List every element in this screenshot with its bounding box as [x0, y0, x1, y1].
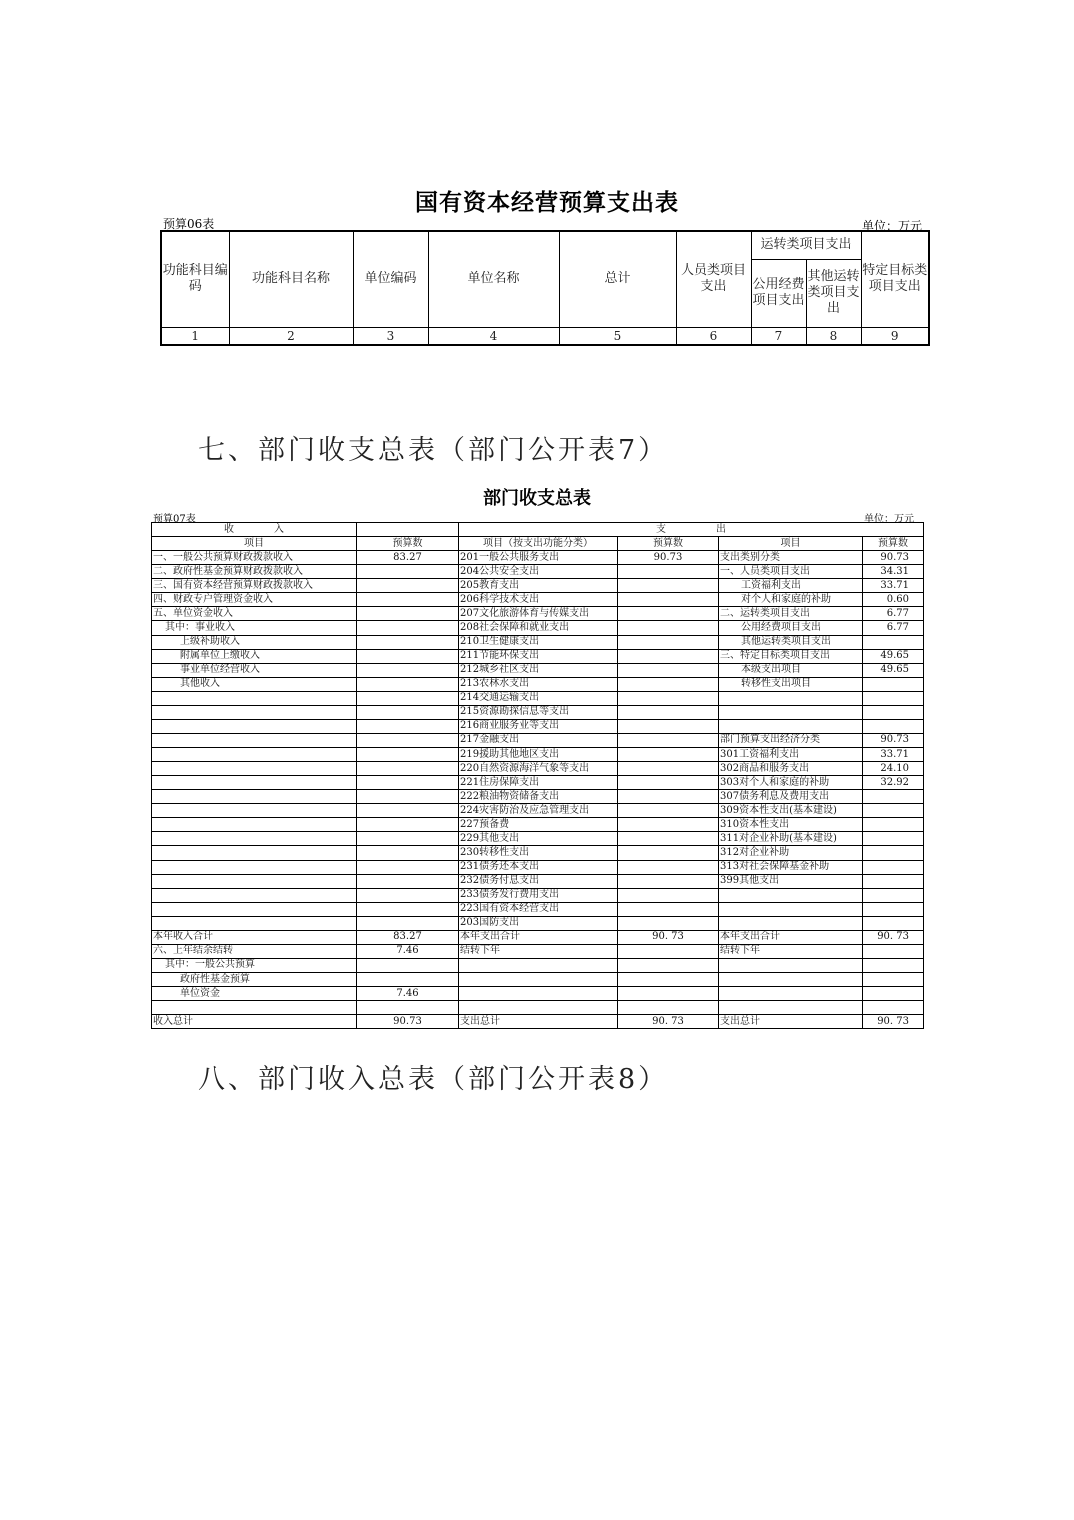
class-item: 309资本性支出(基本建设) [719, 804, 863, 818]
table-row [152, 832, 924, 846]
table-row [152, 677, 924, 691]
header-class-item: 项目 [719, 537, 863, 551]
class-item [719, 1001, 863, 1015]
func-item: 229其他支出 [459, 832, 618, 846]
income-budget [357, 607, 459, 621]
table-row [152, 790, 924, 804]
table-row [152, 1015, 924, 1029]
income-item: 其中：事业收入 [152, 621, 357, 635]
class-item [719, 888, 863, 902]
func-item: 220自然资源海洋气象等支出 [459, 762, 618, 776]
income-budget [357, 579, 459, 593]
income-item [152, 916, 357, 930]
income-budget: 83.27 [357, 930, 459, 944]
table-row [152, 748, 924, 762]
header-other-transfer: 其他运转类项目支出 [806, 259, 861, 327]
class-budget: 49.65 [863, 649, 924, 663]
budget-table-06-title: 国有资本经营预算支出表 [415, 190, 679, 216]
class-item: 307债务利息及费用支出 [719, 790, 863, 804]
column-number: 6 [676, 327, 751, 345]
class-item [719, 719, 863, 733]
table-row [152, 944, 924, 958]
class-budget [863, 790, 924, 804]
column-number: 2 [229, 327, 353, 345]
table-row [152, 888, 924, 902]
income-budget: 7.46 [357, 944, 459, 958]
func-item: 结转下年 [459, 944, 618, 958]
table-row [152, 621, 924, 635]
class-budget: 33.71 [863, 579, 924, 593]
func-item: 205教育支出 [459, 579, 618, 593]
income-budget [357, 677, 459, 691]
class-budget [863, 944, 924, 958]
table-row [152, 776, 924, 790]
header-expense: 支 出 [459, 523, 924, 537]
class-budget [863, 677, 924, 691]
income-item: 一、一般公共预算财政拨款收入 [152, 551, 357, 565]
income-budget [357, 916, 459, 930]
income-item: 六、上年结余结转 [152, 944, 357, 958]
header-special: 特定目标类项目支出 [861, 231, 929, 327]
table-row [152, 649, 924, 663]
income-item: 本年收入合计 [152, 930, 357, 944]
func-budget [618, 762, 719, 776]
class-budget [863, 860, 924, 874]
table-row [152, 705, 924, 719]
func-item: 217金融支出 [459, 733, 618, 747]
table-row [152, 691, 924, 705]
income-item [152, 874, 357, 888]
income-item [152, 1001, 357, 1015]
table-row [152, 635, 924, 649]
class-budget [863, 888, 924, 902]
column-number: 5 [559, 327, 676, 345]
income-budget [357, 691, 459, 705]
table-row [152, 916, 924, 930]
class-budget: 32.92 [863, 776, 924, 790]
func-item: 支出总计 [459, 1015, 618, 1029]
func-item: 219援助其他地区支出 [459, 748, 618, 762]
table-row [152, 551, 924, 565]
class-item: 313对社会保障基金补助 [719, 860, 863, 874]
class-budget [863, 818, 924, 832]
income-budget [357, 776, 459, 790]
func-budget: 90.73 [618, 551, 719, 565]
func-budget [618, 818, 719, 832]
class-item: 399其他支出 [719, 874, 863, 888]
column-number: 7 [751, 327, 806, 345]
class-item: 转移性支出项目 [719, 677, 863, 691]
func-budget [618, 902, 719, 916]
func-budget [618, 776, 719, 790]
income-item [152, 762, 357, 776]
func-item: 224灾害防治及应急管理支出 [459, 804, 618, 818]
func-budget [618, 874, 719, 888]
class-budget: 34.31 [863, 565, 924, 579]
class-budget: 90.73 [863, 733, 924, 747]
func-item: 213农林水支出 [459, 677, 618, 691]
func-budget [618, 748, 719, 762]
func-budget [618, 958, 719, 972]
func-budget [618, 790, 719, 804]
income-budget [357, 846, 459, 860]
table-row [152, 719, 924, 733]
class-item: 本级支出项目 [719, 663, 863, 677]
func-item: 221住房保障支出 [459, 776, 618, 790]
income-budget [357, 748, 459, 762]
class-budget: 24.10 [863, 762, 924, 776]
income-budget [357, 663, 459, 677]
table-row [152, 593, 924, 607]
income-item [152, 691, 357, 705]
class-budget: 6.77 [863, 607, 924, 621]
class-item [719, 987, 863, 1001]
header-unit-name: 单位名称 [428, 231, 559, 327]
header-income: 收 入 [152, 523, 357, 537]
income-item [152, 733, 357, 747]
table-row [152, 663, 924, 677]
class-budget [863, 874, 924, 888]
section-8-heading: 八、部门收入总表（部门公开表8） [198, 1064, 669, 1095]
header-personnel: 人员类项目支出 [676, 231, 751, 327]
func-item: 223国有资本经营支出 [459, 902, 618, 916]
func-item: 216商业服务业等支出 [459, 719, 618, 733]
header-func-name: 功能科目名称 [229, 231, 353, 327]
income-budget [357, 860, 459, 874]
table-row [152, 930, 924, 944]
func-item: 208社会保障和就业支出 [459, 621, 618, 635]
header-func-code: 功能科目编码 [161, 231, 229, 327]
department-income-expense-table [151, 522, 924, 1029]
income-budget [357, 635, 459, 649]
income-item [152, 860, 357, 874]
income-budget [357, 818, 459, 832]
func-item: 本年支出合计 [459, 930, 618, 944]
income-budget [357, 1001, 459, 1015]
income-item [152, 902, 357, 916]
income-budget [357, 874, 459, 888]
func-budget [618, 846, 719, 860]
table-row [152, 565, 924, 579]
class-item [719, 902, 863, 916]
income-item: 其中：一般公共预算 [152, 958, 357, 972]
header-func-item: 项目（按支出功能分类） [459, 537, 618, 551]
table-row [152, 860, 924, 874]
header-unit-code: 单位编码 [353, 231, 428, 327]
income-item: 收入总计 [152, 1015, 357, 1029]
func-item: 232债务付息支出 [459, 874, 618, 888]
income-item [152, 888, 357, 902]
column-number: 1 [161, 327, 229, 345]
class-budget [863, 719, 924, 733]
income-budget: 90.73 [357, 1015, 459, 1029]
income-item: 三、国有资本经营预算财政拨款收入 [152, 579, 357, 593]
income-item [152, 748, 357, 762]
income-budget [357, 790, 459, 804]
income-budget [357, 762, 459, 776]
budget-table-07-unit: 单位：万元 [864, 514, 914, 525]
class-item [719, 958, 863, 972]
func-item: 201一般公共服务支出 [459, 551, 618, 565]
class-budget [863, 846, 924, 860]
func-budget [618, 916, 719, 930]
class-budget [863, 1001, 924, 1015]
class-item: 302商品和服务支出 [719, 762, 863, 776]
func-budget [618, 691, 719, 705]
class-budget [863, 705, 924, 719]
income-budget: 7.46 [357, 987, 459, 1001]
header-func-budget: 预算数 [618, 537, 719, 551]
func-item: 227预备费 [459, 818, 618, 832]
func-budget [618, 621, 719, 635]
income-item [152, 705, 357, 719]
income-item: 附属单位上缴收入 [152, 649, 357, 663]
func-budget [618, 677, 719, 691]
class-item: 公用经费项目支出 [719, 621, 863, 635]
func-item [459, 987, 618, 1001]
func-item: 212城乡社区支出 [459, 663, 618, 677]
header-public-fee: 公用经费项目支出 [751, 259, 806, 327]
income-item: 政府性基金预算 [152, 973, 357, 987]
income-item [152, 804, 357, 818]
class-budget [863, 902, 924, 916]
income-item [152, 832, 357, 846]
table-row [152, 958, 924, 972]
income-budget [357, 621, 459, 635]
income-budget: 83.27 [357, 551, 459, 565]
func-budget [618, 832, 719, 846]
column-number: 9 [861, 327, 929, 345]
table-row [152, 818, 924, 832]
class-item: 301工资福利支出 [719, 748, 863, 762]
column-number: 4 [428, 327, 559, 345]
class-item [719, 705, 863, 719]
header-transfer: 运转类项目支出 [751, 231, 861, 259]
class-item: 310资本性支出 [719, 818, 863, 832]
income-item [152, 790, 357, 804]
state-capital-expenditure-table [160, 230, 930, 346]
func-item: 203国防支出 [459, 916, 618, 930]
income-item: 单位资金 [152, 987, 357, 1001]
income-budget [357, 958, 459, 972]
income-budget [357, 649, 459, 663]
table-row [152, 846, 924, 860]
income-budget [357, 733, 459, 747]
income-budget [357, 902, 459, 916]
class-item [719, 973, 863, 987]
func-item: 207文化旅游体育与传媒支出 [459, 607, 618, 621]
func-budget [618, 565, 719, 579]
func-item: 222粮油物资储备支出 [459, 790, 618, 804]
class-budget [863, 635, 924, 649]
class-item: 三、特定目标类项目支出 [719, 649, 863, 663]
table-row [152, 579, 924, 593]
class-item: 本年支出合计 [719, 930, 863, 944]
header-income-budget: 预算数 [357, 537, 459, 551]
class-item [719, 691, 863, 705]
table-row [152, 804, 924, 818]
income-budget [357, 593, 459, 607]
func-budget [618, 705, 719, 719]
class-budget [863, 987, 924, 1001]
class-item [719, 916, 863, 930]
func-budget [618, 733, 719, 747]
class-item: 二、运转类项目支出 [719, 607, 863, 621]
class-budget [863, 958, 924, 972]
class-item: 部门预算支出经济分类 [719, 733, 863, 747]
income-item [152, 776, 357, 790]
budget-table-07-code: 预算07表 [153, 514, 196, 525]
table-row [152, 973, 924, 987]
func-budget [618, 719, 719, 733]
func-item: 230转移性支出 [459, 846, 618, 860]
func-budget [618, 987, 719, 1001]
func-budget [618, 973, 719, 987]
column-number: 8 [806, 327, 861, 345]
class-budget [863, 973, 924, 987]
func-item [459, 1001, 618, 1015]
class-item: 工资福利支出 [719, 579, 863, 593]
class-budget [863, 832, 924, 846]
header-total: 总计 [559, 231, 676, 327]
func-item: 206科学技术支出 [459, 593, 618, 607]
func-budget [618, 663, 719, 677]
income-budget [357, 832, 459, 846]
class-item: 对个人和家庭的补助 [719, 593, 863, 607]
income-budget [357, 565, 459, 579]
class-item: 303对个人和家庭的补助 [719, 776, 863, 790]
func-budget [618, 888, 719, 902]
class-item: 结转下年 [719, 944, 863, 958]
income-item [152, 719, 357, 733]
income-budget [357, 888, 459, 902]
column-number: 3 [353, 327, 428, 345]
income-item [152, 818, 357, 832]
func-item: 215资源勘探信息等支出 [459, 705, 618, 719]
header-class-budget: 预算数 [863, 537, 924, 551]
class-item: 支出类别分类 [719, 551, 863, 565]
income-budget [357, 804, 459, 818]
func-item: 210卫生健康支出 [459, 635, 618, 649]
func-budget: 90. 73 [618, 1015, 719, 1029]
class-budget [863, 691, 924, 705]
income-item: 五、单位资金收入 [152, 607, 357, 621]
income-budget [357, 719, 459, 733]
class-budget [863, 916, 924, 930]
income-item: 事业单位经营收入 [152, 663, 357, 677]
class-item: 支出总计 [719, 1015, 863, 1029]
income-item [152, 846, 357, 860]
func-item: 204公共安全支出 [459, 565, 618, 579]
class-budget: 49.65 [863, 663, 924, 677]
func-item: 233债务发行费用支出 [459, 888, 618, 902]
func-item: 214交通运输支出 [459, 691, 618, 705]
func-budget [618, 860, 719, 874]
budget-table-06-unit: 单位：万元 [862, 219, 923, 233]
func-budget [618, 1001, 719, 1015]
func-budget [618, 607, 719, 621]
budget-table-06-code: 预算06表 [163, 217, 215, 231]
table-row [152, 607, 924, 621]
table-row [152, 733, 924, 747]
income-budget [357, 705, 459, 719]
class-budget: 0.60 [863, 593, 924, 607]
table-row [152, 902, 924, 916]
func-budget [618, 593, 719, 607]
table-row [152, 762, 924, 776]
func-budget [618, 649, 719, 663]
class-budget: 6.77 [863, 621, 924, 635]
class-budget: 90.73 [863, 551, 924, 565]
income-budget [357, 973, 459, 987]
income-item: 四、财政专户管理资金收入 [152, 593, 357, 607]
class-budget: 90. 73 [863, 930, 924, 944]
func-item: 231债务还本支出 [459, 860, 618, 874]
income-item: 二、政府性基金预算财政拨款收入 [152, 565, 357, 579]
class-item: 其他运转类项目支出 [719, 635, 863, 649]
func-budget [618, 804, 719, 818]
func-budget: 90. 73 [618, 930, 719, 944]
table-row [152, 874, 924, 888]
func-item [459, 958, 618, 972]
class-item: 312对企业补助 [719, 846, 863, 860]
func-budget [618, 944, 719, 958]
func-item [459, 973, 618, 987]
func-budget [618, 579, 719, 593]
class-item: 一、人员类项目支出 [719, 565, 863, 579]
income-item: 其他收入 [152, 677, 357, 691]
class-budget [863, 804, 924, 818]
section-7-heading: 七、部门收支总表（部门公开表7） [198, 435, 669, 466]
table-row [152, 987, 924, 1001]
class-item: 311对企业补助(基本建设) [719, 832, 863, 846]
header-blank [357, 523, 459, 537]
class-budget: 90. 73 [863, 1015, 924, 1029]
budget-table-07-title: 部门收支总表 [483, 488, 591, 509]
header-income-item: 项目 [152, 537, 357, 551]
func-budget [618, 635, 719, 649]
class-budget: 33.71 [863, 748, 924, 762]
func-item: 211节能环保支出 [459, 649, 618, 663]
income-item: 上级补助收入 [152, 635, 357, 649]
table-row [152, 1001, 924, 1015]
